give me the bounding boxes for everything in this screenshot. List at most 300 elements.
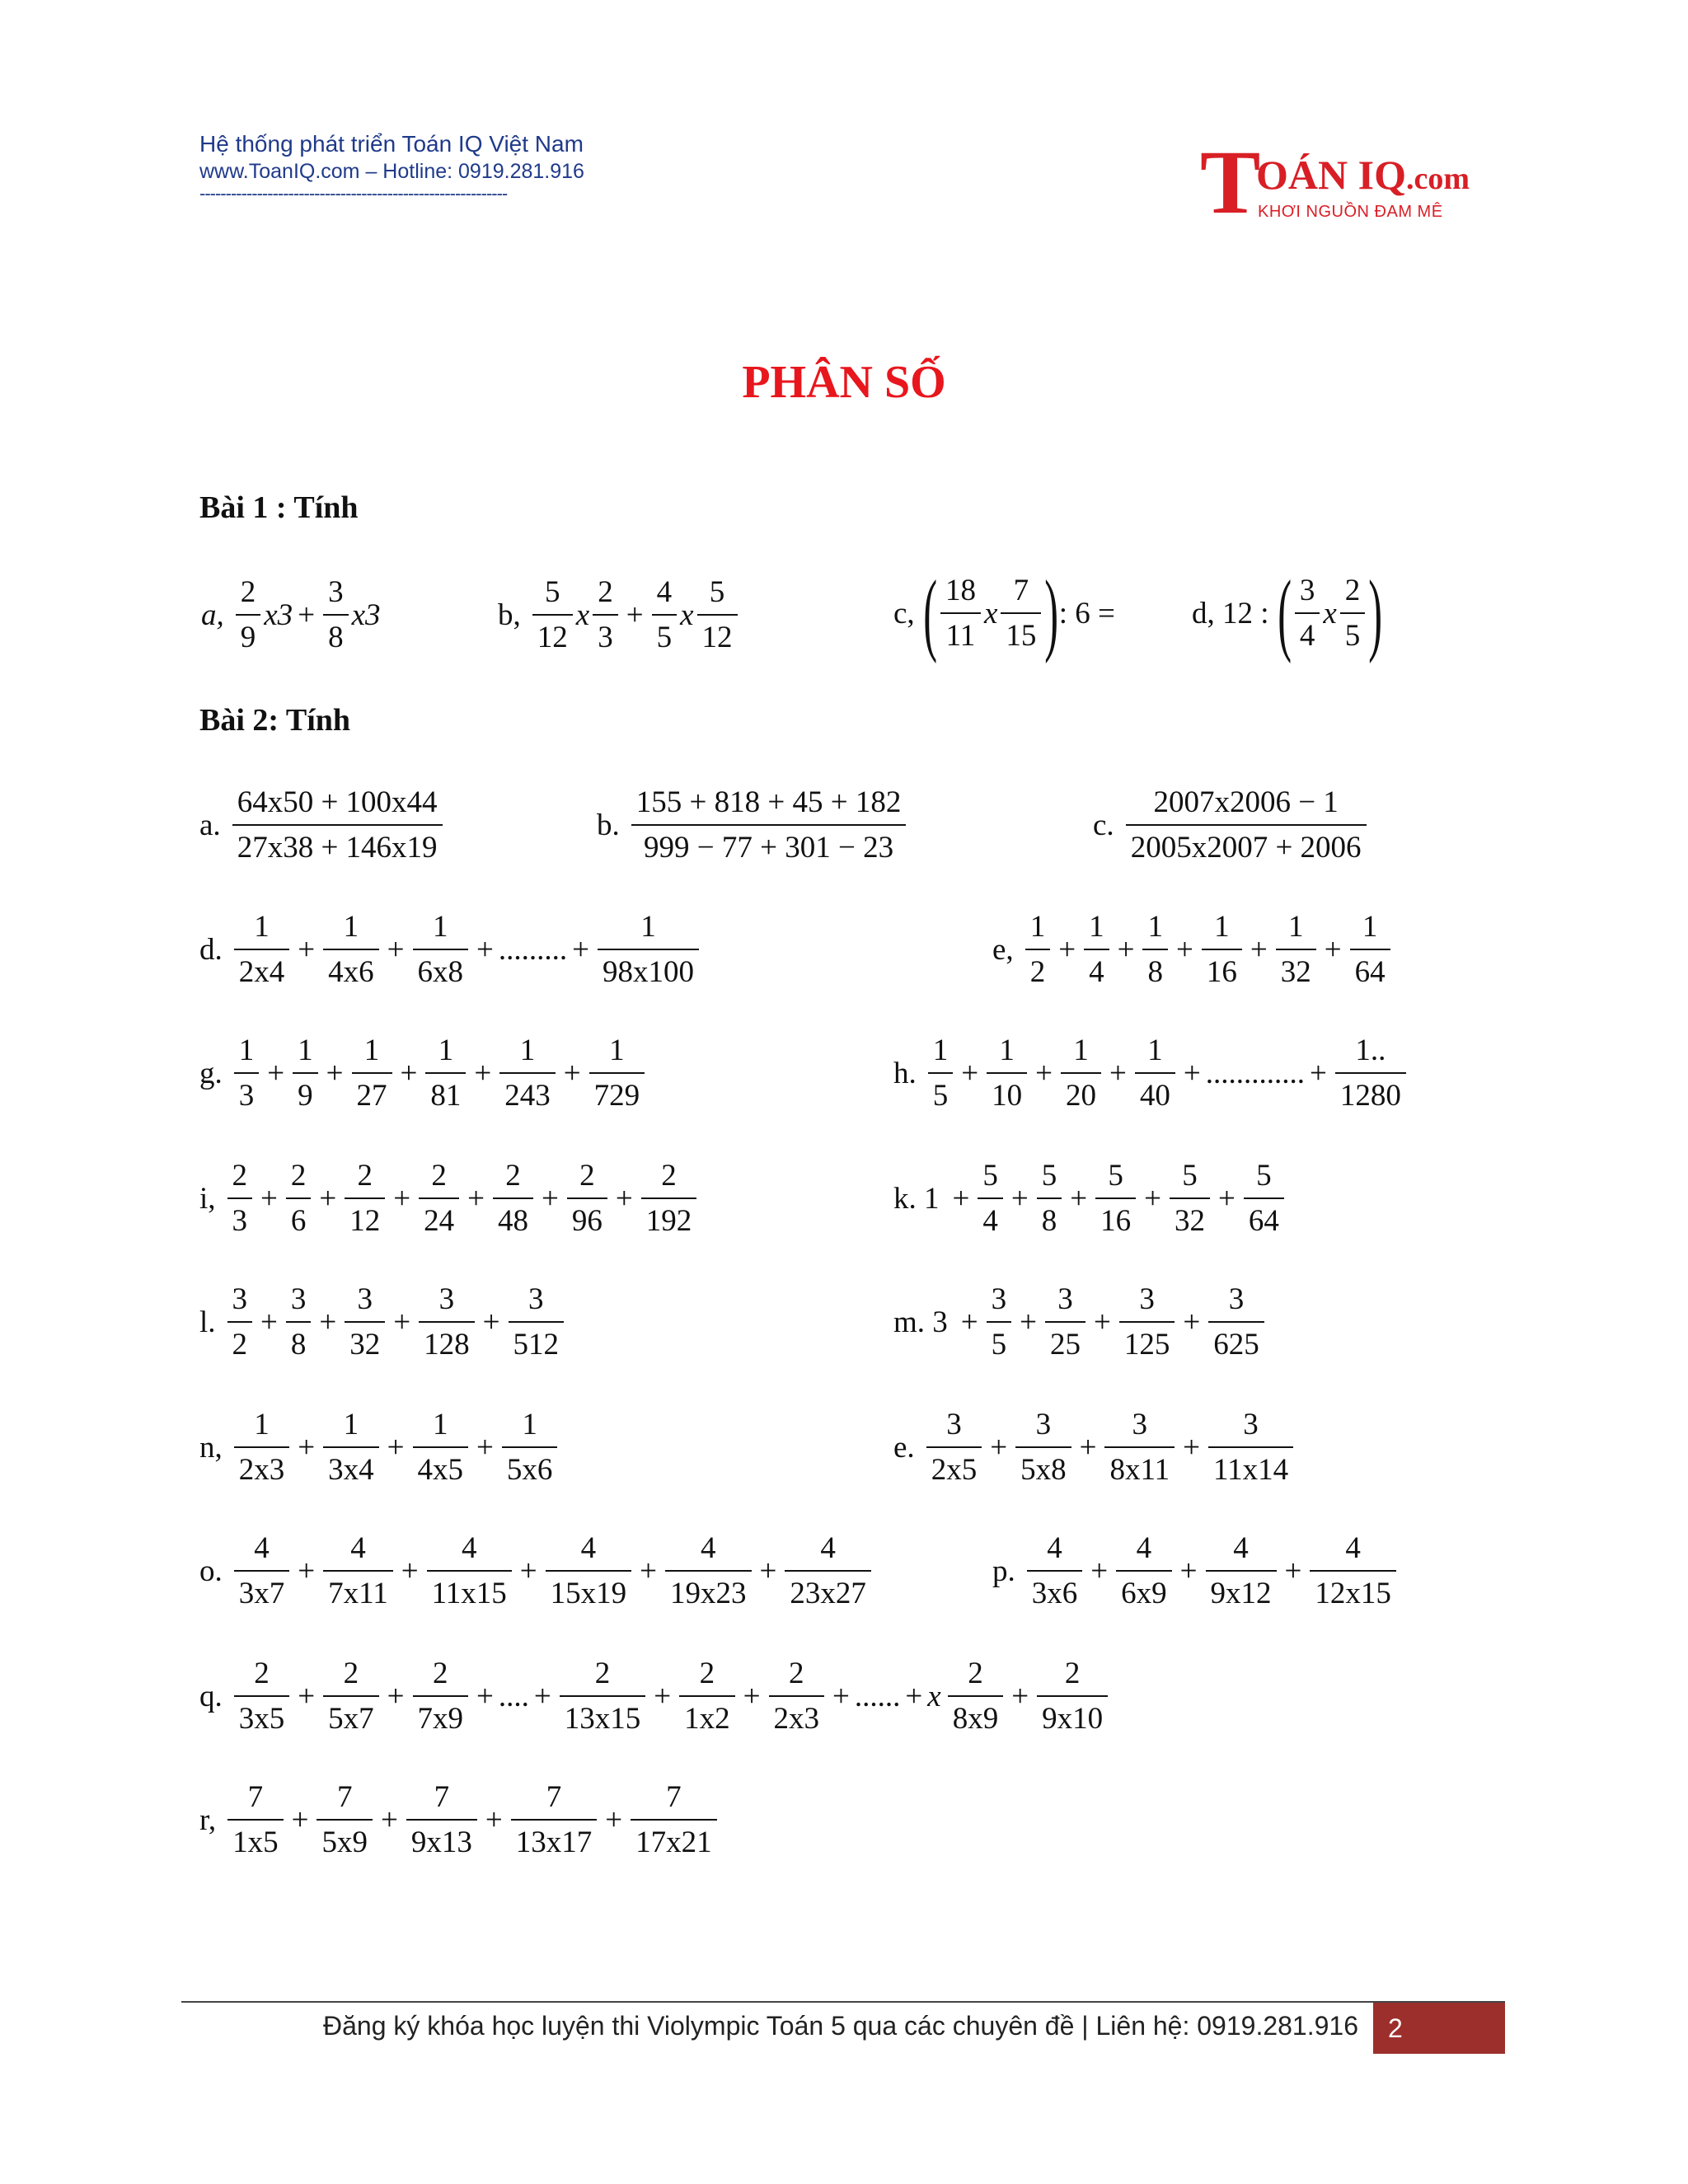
- numerator: 2: [357, 1159, 373, 1193]
- plus-sign: +: [1070, 1181, 1088, 1216]
- denominator: 64: [1244, 1197, 1284, 1236]
- fraction: [234, 1533, 290, 1609]
- denominator: 25: [1045, 1321, 1085, 1360]
- fraction: [293, 1035, 318, 1111]
- plus-sign: +: [298, 1430, 316, 1465]
- denominator: 17x21: [631, 1819, 717, 1858]
- exercise-1c: c, ( 18 11 x 7 15 ) : 6 =: [893, 562, 1115, 664]
- fraction: [1119, 1284, 1175, 1360]
- plus-sign: +: [572, 932, 589, 967]
- denominator: 3x6: [1027, 1570, 1083, 1609]
- fraction: [987, 1284, 1012, 1360]
- plus-sign: +: [990, 1430, 1008, 1465]
- denominator: 8: [1037, 1197, 1062, 1236]
- exercise-2b: [597, 787, 909, 863]
- fraction: [1276, 912, 1316, 987]
- numerator: 4: [254, 1531, 270, 1565]
- numerator: 7: [434, 1780, 450, 1814]
- numerator: 4: [461, 1531, 477, 1565]
- label: r,: [199, 1802, 217, 1837]
- header-divider: -----------------------------------------------------------: [199, 185, 508, 203]
- denominator: 2x3: [234, 1446, 290, 1485]
- plus-sign: +: [743, 1679, 761, 1713]
- denominator: 4: [1084, 949, 1109, 987]
- denominator: 9: [293, 1072, 318, 1111]
- denominator: 3: [234, 1072, 260, 1111]
- numerator: 3: [528, 1282, 544, 1316]
- plus-sign: +: [476, 1430, 494, 1465]
- fraction: 3 4: [1295, 575, 1320, 651]
- denominator: 9x13: [406, 1819, 477, 1858]
- label: d, 12 :: [1192, 596, 1269, 630]
- ellipsis: .........: [498, 932, 568, 967]
- denominator: 48: [493, 1197, 533, 1236]
- fraction: [502, 1409, 558, 1485]
- numerator: 3: [438, 1282, 455, 1316]
- fraction: [345, 1284, 385, 1360]
- fraction: 2007x2006 − 1 2005x2007 + 2006: [1126, 787, 1367, 863]
- fraction: [785, 1533, 871, 1609]
- denominator: 10: [987, 1072, 1027, 1111]
- denominator: 128: [419, 1321, 475, 1360]
- fraction: [234, 1658, 290, 1734]
- plus-sign: +: [401, 1554, 419, 1588]
- numerator: 2: [254, 1657, 270, 1690]
- fraction: [679, 1658, 735, 1734]
- plus-sign: +: [291, 1802, 309, 1837]
- label: p.: [992, 1554, 1015, 1588]
- fraction: [631, 1782, 717, 1858]
- denominator: 11x15: [427, 1570, 512, 1609]
- numerator: 7: [247, 1780, 264, 1814]
- fraction: [286, 1284, 312, 1360]
- plus-sign: +: [961, 1056, 979, 1090]
- denominator: 243: [499, 1072, 556, 1111]
- denominator: 6x9: [1116, 1570, 1172, 1609]
- fraction: [413, 1409, 469, 1485]
- denominator: 2: [1025, 949, 1051, 987]
- label: q.: [199, 1679, 223, 1713]
- plus-sign: +: [905, 1679, 923, 1713]
- label: i,: [199, 1181, 216, 1216]
- plus-sign: +: [267, 1056, 285, 1090]
- toaniq-logo[interactable]: [1200, 132, 1470, 232]
- denominator: 5x7: [323, 1695, 379, 1734]
- fraction: 2 5: [1340, 575, 1366, 651]
- numerator: 4: [1136, 1531, 1152, 1565]
- denominator: 9x12: [1206, 1570, 1277, 1609]
- denominator: 24: [419, 1197, 459, 1236]
- ellipsis: ....: [498, 1679, 529, 1713]
- open-paren: (: [922, 562, 937, 664]
- plus-sign: +: [1250, 932, 1268, 967]
- fraction: [323, 1533, 393, 1609]
- exercise-1b: b, 5 12 x 2 3 + $\frac{4}{5}$ x 5 12: [498, 577, 741, 653]
- label: e,: [992, 932, 1014, 967]
- plus-sign: +: [654, 1679, 672, 1713]
- denominator: 32: [1276, 949, 1316, 987]
- plus-sign: +: [1183, 1305, 1201, 1339]
- numerator: 1: [363, 1033, 380, 1067]
- site-header: [199, 130, 616, 203]
- close-paren: ): [1368, 562, 1383, 664]
- term: x3: [264, 598, 293, 632]
- numerator: 5: [1041, 1159, 1057, 1193]
- fraction: [1142, 912, 1168, 987]
- plus-sign: +: [519, 1554, 537, 1588]
- plus-sign: +: [476, 932, 494, 967]
- numerator: 3: [1139, 1282, 1155, 1316]
- fraction: [1037, 1658, 1108, 1734]
- numerator: 2: [789, 1657, 804, 1690]
- fraction: [1045, 1284, 1085, 1360]
- numerator: 2: [661, 1159, 677, 1193]
- denominator: 7x11: [323, 1570, 393, 1609]
- fraction: 155 + 818 + 45 + 182 999 − 77 + 301 − 23: [631, 787, 907, 863]
- numerator: 4: [1233, 1531, 1249, 1565]
- fraction: [234, 1035, 260, 1111]
- numerator: 1: [1362, 910, 1378, 944]
- exercise-2n: [199, 1409, 560, 1485]
- fraction: [286, 1160, 312, 1236]
- denominator: 40: [1135, 1072, 1175, 1111]
- numerator: 2: [594, 1657, 611, 1690]
- footer-text[interactable]: Đăng ký khóa học luyện thi Violympic Toán 5 qua các chuyên đề | Liên hệ: 0919.281.916: [323, 2011, 1358, 2041]
- fraction: [1084, 912, 1109, 987]
- fraction: [1208, 1284, 1264, 1360]
- plus-sign: +: [1079, 1430, 1097, 1465]
- plus-sign: +: [393, 1305, 411, 1339]
- denominator: 6: [286, 1197, 312, 1236]
- fraction: [413, 1658, 469, 1734]
- numerator: 2: [431, 1159, 447, 1193]
- fraction: [406, 1782, 477, 1858]
- header-title: Hệ thống phát triển Toán IQ Việt Nam: [199, 131, 584, 157]
- numerator: 1: [254, 1408, 270, 1441]
- plus-sign: +: [1175, 932, 1193, 967]
- numerator: 4: [701, 1531, 716, 1565]
- denominator: 9x10: [1037, 1695, 1108, 1734]
- exercise-2m: [893, 1284, 1268, 1360]
- numerator: 4: [580, 1531, 597, 1565]
- plus-sign: +: [260, 1305, 278, 1339]
- plus-sign: +: [400, 1056, 418, 1090]
- fraction: [345, 1160, 385, 1236]
- fraction: [560, 1658, 646, 1734]
- exercise-2o: [199, 1533, 874, 1609]
- exercise-2p: [992, 1533, 1400, 1609]
- label: c,: [893, 596, 915, 630]
- numerator: 1: [519, 1033, 536, 1067]
- denominator: 8: [286, 1321, 312, 1360]
- exercise-2i: [199, 1160, 700, 1236]
- fraction: 7 15: [1001, 575, 1041, 651]
- denominator: 5: [928, 1072, 954, 1111]
- denominator: 1x5: [227, 1819, 284, 1858]
- denominator: 2x5: [926, 1446, 982, 1485]
- numerator: 1: [1147, 910, 1163, 944]
- numerator: 3: [357, 1282, 373, 1316]
- variable-x: x: [927, 1679, 941, 1713]
- plus-sign: +: [319, 1305, 337, 1339]
- fraction: [948, 1658, 1004, 1734]
- fraction: [352, 1035, 392, 1111]
- plus-sign: +: [474, 1056, 492, 1090]
- fraction: $\frac{4}{5}$: [652, 577, 678, 653]
- fraction: [1206, 1533, 1277, 1609]
- exercise-2g: [199, 1035, 648, 1111]
- label: k. 1: [893, 1181, 940, 1216]
- denominator: 3: [227, 1197, 253, 1236]
- exercise-2c: [1093, 787, 1370, 863]
- fraction: [1027, 1533, 1083, 1609]
- plus-sign: +: [1218, 1181, 1236, 1216]
- fraction: [1025, 912, 1051, 987]
- numerator: 4: [820, 1531, 836, 1565]
- numerator: 1: [999, 1033, 1015, 1067]
- plus-sign: +: [759, 1554, 777, 1588]
- denominator: 32: [345, 1321, 385, 1360]
- numerator: 1: [1214, 910, 1230, 944]
- numerator: 1: [609, 1033, 625, 1067]
- plus-sign: +: [1324, 932, 1342, 967]
- logo-word: [1256, 152, 1470, 202]
- ellipsis: .............: [1205, 1056, 1305, 1090]
- fraction: [425, 1035, 466, 1111]
- denominator: 4: [978, 1197, 1003, 1236]
- denominator: 32: [1170, 1197, 1210, 1236]
- numerator: 4: [1047, 1531, 1062, 1565]
- numerator: 1: [932, 1033, 949, 1067]
- plus-sign: +: [476, 1679, 494, 1713]
- denominator: 96: [567, 1197, 607, 1236]
- denominator: 2x4: [234, 949, 290, 987]
- numerator: 2: [433, 1657, 448, 1690]
- fraction: [234, 1409, 290, 1485]
- fraction: [1202, 912, 1242, 987]
- fraction: [1335, 1035, 1406, 1111]
- header-contact[interactable]: www.ToanIQ.com – Hotline: 0919.281.916: [199, 160, 584, 183]
- numerator: 4: [350, 1531, 366, 1565]
- numerator: 3: [290, 1282, 307, 1316]
- exercise-2r: [199, 1782, 720, 1858]
- label: h.: [893, 1056, 917, 1090]
- fraction: [1350, 912, 1390, 987]
- label: a.: [199, 808, 221, 842]
- plus-sign: +: [1011, 1679, 1029, 1713]
- page-number: 2: [1373, 2003, 1505, 2054]
- fraction: [1015, 1409, 1071, 1485]
- denominator: 512: [509, 1321, 565, 1360]
- denominator: 64: [1350, 949, 1390, 987]
- plus-sign: +: [1094, 1305, 1111, 1339]
- plus-sign: +: [1090, 1554, 1109, 1588]
- denominator: 23x27: [785, 1570, 871, 1609]
- denominator: 5: [987, 1321, 1012, 1360]
- exercise-1d: d, 12 : ( 3 4 x 2 5 ): [1192, 562, 1383, 664]
- numerator: 1: [1147, 1033, 1163, 1067]
- numerator: 3: [1057, 1282, 1073, 1316]
- fraction: [419, 1284, 475, 1360]
- numerator: 2: [968, 1657, 983, 1690]
- fraction: [1310, 1533, 1396, 1609]
- label: m. 3: [893, 1305, 948, 1339]
- denominator: 98x100: [598, 949, 699, 987]
- exercise-2d: [199, 912, 702, 987]
- exercise-2e-first: [992, 912, 1394, 987]
- denominator: 8x11: [1104, 1446, 1175, 1485]
- fraction: [1104, 1409, 1175, 1485]
- logo-letter-t: T: [1200, 132, 1261, 232]
- footer-divider: [181, 2001, 1505, 2003]
- plus-sign: +: [485, 1802, 503, 1837]
- numerator: 1: [522, 1408, 537, 1441]
- denominator: 1280: [1335, 1072, 1406, 1111]
- numerator: 1: [238, 1033, 255, 1067]
- numerator: 4: [1345, 1531, 1361, 1565]
- denominator: 11x14: [1208, 1446, 1293, 1485]
- fraction: [427, 1533, 512, 1609]
- plus-sign: +: [1109, 1056, 1127, 1090]
- ellipsis: ......: [854, 1679, 901, 1713]
- label: b,: [498, 598, 521, 632]
- fraction: [769, 1658, 825, 1734]
- plus-sign: +: [1010, 1181, 1029, 1216]
- numerator: 1: [1287, 910, 1304, 944]
- plus-sign: +: [1117, 932, 1135, 967]
- numerator: 1: [1029, 910, 1046, 944]
- numerator: 1: [433, 1408, 448, 1441]
- exercise-2a: [199, 787, 446, 863]
- denominator: 20: [1061, 1072, 1101, 1111]
- fraction: [1095, 1160, 1136, 1236]
- plus-sign: +: [298, 1679, 316, 1713]
- label: g.: [199, 1056, 223, 1090]
- fraction: [567, 1160, 607, 1236]
- denominator: 2x3: [769, 1695, 825, 1734]
- plus-sign: +: [387, 1679, 405, 1713]
- logo-word-main: OÁN IQ: [1256, 152, 1406, 198]
- logo-suffix: .com: [1405, 162, 1470, 196]
- fraction: [1116, 1533, 1172, 1609]
- page-title: PHÂN SỐ: [742, 357, 946, 408]
- fraction: 5 12: [532, 577, 573, 653]
- plus-sign: +: [298, 932, 316, 967]
- denominator: 27: [352, 1072, 392, 1111]
- plus-sign: +: [960, 1305, 978, 1339]
- label: n,: [199, 1430, 223, 1465]
- exercise-1a: [201, 577, 381, 653]
- numerator: 5: [1182, 1159, 1198, 1193]
- fraction: $\frac{3}{8}$: [323, 577, 349, 653]
- fraction: [1061, 1035, 1101, 1111]
- fraction: [323, 912, 379, 987]
- plus-sign: +: [1284, 1554, 1302, 1588]
- denominator: 4x6: [323, 949, 379, 987]
- numerator: 3: [1243, 1408, 1259, 1441]
- fraction: [509, 1284, 565, 1360]
- fraction: [323, 1658, 379, 1734]
- plus-sign: +: [533, 1679, 551, 1713]
- open-paren: (: [1277, 562, 1292, 664]
- fraction: [419, 1160, 459, 1236]
- fraction: [1208, 1409, 1293, 1485]
- numerator: 2: [699, 1657, 715, 1690]
- plus-sign: +: [387, 1430, 405, 1465]
- fraction: [511, 1782, 598, 1858]
- fraction: [978, 1160, 1003, 1236]
- fraction: [1135, 1035, 1175, 1111]
- numerator: 1: [438, 1033, 454, 1067]
- numerator: 1: [343, 910, 359, 944]
- fraction: [665, 1533, 752, 1609]
- numerator: 3: [946, 1408, 962, 1441]
- label: c.: [1093, 808, 1114, 842]
- fraction: [926, 1409, 982, 1485]
- label: a,: [201, 598, 224, 632]
- plus-sign: +: [387, 932, 405, 967]
- plus-sign: +: [1179, 1554, 1198, 1588]
- plus-sign: +: [1035, 1056, 1053, 1090]
- plus-sign: +: [1183, 1056, 1201, 1090]
- section-heading-bai1: Bài 1 : Tính: [199, 490, 359, 525]
- numerator: 7: [666, 1780, 682, 1814]
- numerator: 1: [433, 910, 448, 944]
- denominator: 4x5: [413, 1446, 469, 1485]
- denominator: 625: [1208, 1321, 1264, 1360]
- fraction: 2 3: [593, 577, 618, 653]
- denominator: 8: [1142, 949, 1168, 987]
- term: x3: [351, 598, 381, 632]
- numerator: 5: [1256, 1159, 1272, 1193]
- denominator: 16: [1095, 1197, 1136, 1236]
- fraction: [227, 1782, 284, 1858]
- section-heading-bai2: Bài 2: Tính: [199, 703, 351, 738]
- denominator: 1x2: [679, 1695, 735, 1734]
- denominator: 2: [227, 1321, 253, 1360]
- fraction: 5 12: [697, 577, 738, 653]
- numerator: 5: [982, 1159, 998, 1193]
- exercise-2k: [893, 1160, 1287, 1236]
- denominator: 125: [1119, 1321, 1175, 1360]
- fraction: 64x50 + 100x44 27x38 + 146x19: [232, 787, 443, 863]
- plus-sign: +: [380, 1802, 398, 1837]
- plus-sign: +: [319, 1181, 337, 1216]
- fraction: [987, 1035, 1027, 1111]
- numerator: 2: [343, 1657, 359, 1690]
- denominator: 729: [589, 1072, 645, 1111]
- numerator: 2: [505, 1159, 521, 1193]
- fraction: 18 11: [940, 575, 981, 651]
- plus-sign: +: [298, 1554, 316, 1588]
- plus-sign: +: [482, 1305, 500, 1339]
- numerator: 7: [546, 1780, 562, 1814]
- plus-sign: +: [467, 1181, 485, 1216]
- plus-sign: +: [605, 1802, 623, 1837]
- denominator: 13x17: [511, 1819, 598, 1858]
- denominator: 81: [425, 1072, 466, 1111]
- plus-sign: +: [260, 1181, 278, 1216]
- denominator: 8x9: [948, 1695, 1004, 1734]
- denominator: 12x15: [1310, 1570, 1396, 1609]
- numerator: 2: [579, 1159, 595, 1193]
- denominator: 13x15: [560, 1695, 646, 1734]
- denominator: 7x9: [413, 1695, 469, 1734]
- denominator: 6x8: [413, 949, 469, 987]
- numerator: 1: [640, 910, 656, 944]
- tail: : 6 =: [1058, 596, 1115, 630]
- logo-tagline: KHƠI NGUỒN ĐAM MÊ: [1258, 203, 1443, 221]
